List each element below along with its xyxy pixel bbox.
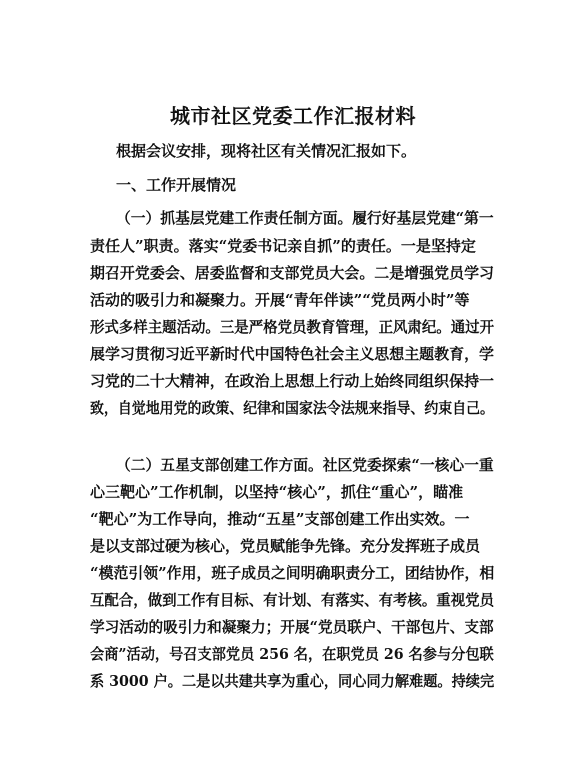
paragraph-line: 致，自觉地用党的政策、纪律和国家法令法规来指导、约束自己。 bbox=[90, 399, 494, 417]
document-title: 城市社区党委工作汇报材料 bbox=[170, 104, 416, 128]
paragraph-line: 系 3000 户。二是以共建共享为重心，同心同力解难题。持续完 bbox=[90, 672, 495, 690]
paragraph-line: （一）抓基层党建工作责任制方面。履行好基层党建“第一 bbox=[116, 209, 494, 227]
paragraph-line: 形式多样主题活动。三是严格党员教育管理，正风肃纪。通过开 bbox=[90, 318, 495, 336]
section-heading: 一、工作开展情况 bbox=[116, 176, 237, 194]
paragraph-line: 是以支部过硬为核心，党员赋能争先锋。充分发挥班子成员 bbox=[90, 537, 481, 555]
paragraph-line: 责任人”职责。落实“党委书记亲自抓”的责任。一是坚持定 bbox=[90, 237, 476, 255]
paragraph-line: 会商”活动，号召支部党员 256 名，在职党员 26 名参与分包联 bbox=[90, 645, 494, 663]
paragraph-line: 展学习贯彻习近平新时代中国特色社会主义思想主题教育，学 bbox=[90, 345, 495, 363]
paragraph-line: 互配合，做到工作有目标、有计划、有落实、有考核。重视党员 bbox=[90, 591, 495, 609]
paragraph-line: 心三靶心”工作机制，以坚持“核心”，抓住“重心”，瞄准 bbox=[90, 483, 464, 501]
paragraph-line: “模范引领”作用，班子成员之间明确职责分工，团结协作，相 bbox=[90, 564, 495, 582]
paragraph-line: 期召开党委会、居委监督和支部党员大会。二是增强党员学习 bbox=[90, 264, 495, 282]
paragraph-line: 学习活动的吸引力和凝聚力；开展“党员联户、干部包片、支部 bbox=[90, 618, 494, 636]
paragraph-line: （二）五星支部创建工作方面。社区党委探索“一核心一重 bbox=[116, 456, 494, 474]
intro-text: 根据会议安排，现将社区有关情况汇报如下。 bbox=[116, 142, 417, 160]
paragraph-line: 活动的吸引力和凝聚力。开展“青年伴读”“党员两小时”等 bbox=[90, 291, 470, 309]
paragraph-line: 习党的二十大精神，在政治上思想上行动上始终同组织保持一 bbox=[90, 372, 495, 390]
paragraph-line: “靶心”为工作导向，推动“五星”支部创建工作出实效。一 bbox=[90, 510, 470, 528]
